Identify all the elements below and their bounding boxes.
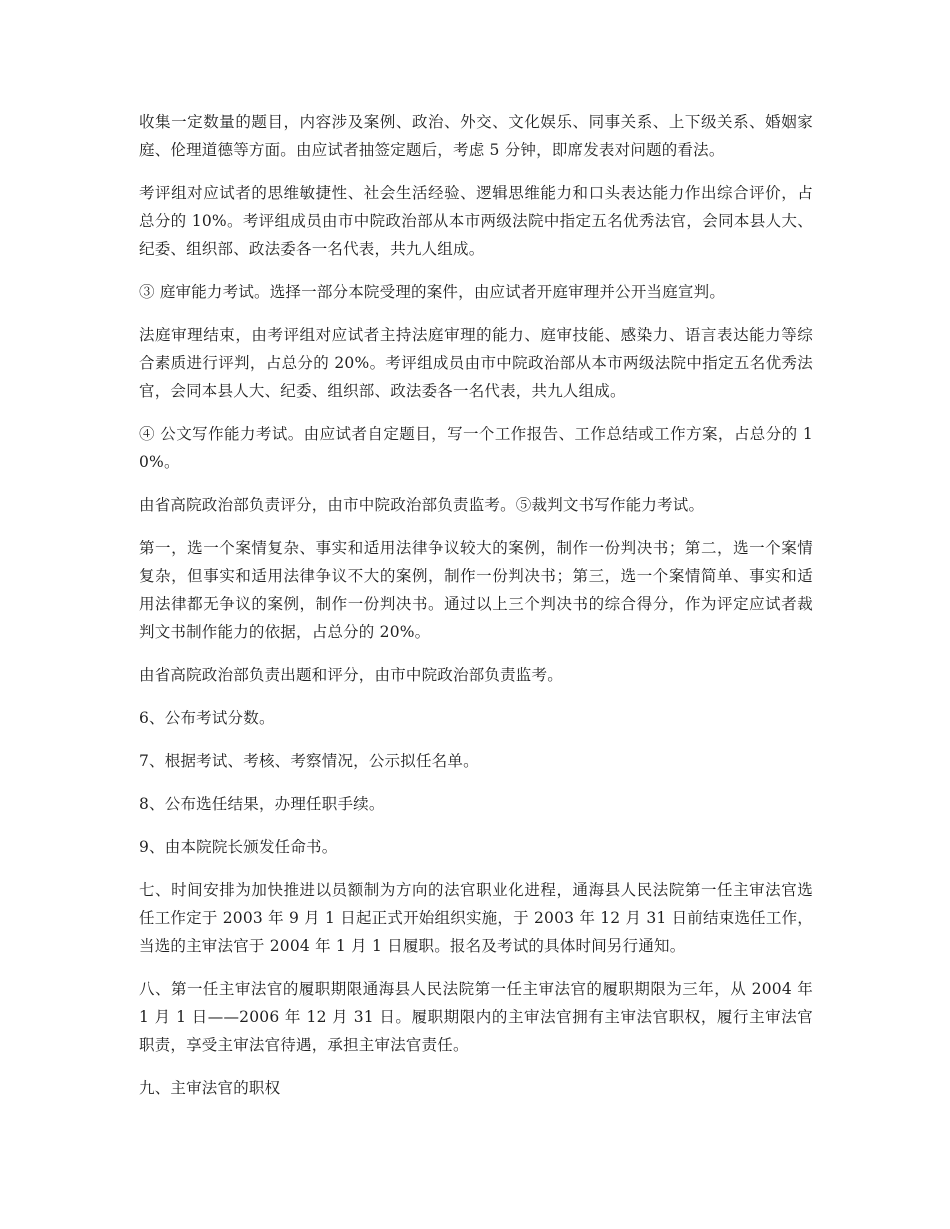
list-item: 9、由本院院长颁发任命书。 <box>139 838 338 856</box>
paragraph: 考评组对应试者的思维敏捷性、社会生活经验、逻辑思维能力和口头表达能力作出综合评价，占总分的 10%。考评组成员由市中院政治部从本市两级法院中指定五名优秀法官，会同本县人大、纪委、组织部、政法委各一名代表，共九人组成。 <box>139 184 813 258</box>
paragraph: 由省高院政治部负责出题和评分，由市中院政治部负责监考。 <box>139 666 563 684</box>
paragraph: ③ 庭审能力考试。选择一部分本院受理的案件，由应试者开庭审理并公开当庭宣判。 <box>139 283 726 301</box>
paragraph: 由省高院政治部负责评分，由市中院政治部负责监考。⑤裁判文书写作能力考试。 <box>139 496 705 514</box>
paragraph: 法庭审理结束，由考评组对应试者主持法庭审理的能力、庭审技能、感染力、语言表达能力等综合素质进行评判，占总分的 20%。考评组成员由市中院政治部从本市两级法院中指定五名优秀法官，会同本县人大、纪委、组织部、政法委各一名代表，共九人组成。 <box>139 326 813 400</box>
section-heading: 九、主审法官的职权 <box>139 1079 281 1097</box>
paragraph: 第一，选一个案情复杂、事实和适用法律争议较大的案例，制作一份判决书；第二，选一个案情复杂，但事实和适用法律争议不大的案例，制作一份判决书；第三，选一个案情简单、事实和适用法律都无争议的案例，制作一份判决书。通过以上三个判决书的综合得分，作为评定应试者裁判文书制作能力的依据，占总分的 20%。 <box>139 539 813 641</box>
section-paragraph: 八、第一任主审法官的履职期限通海县人民法院第一任主审法官的履职期限为三年，从 2004 年 1 月 1 日——2006 年 12 月 31 日。履职期限内的主审法官拥有主审法官职权，履行主审法官职责，享受主审法官待遇，承担主审法官责任。 <box>139 980 813 1054</box>
list-item: 8、公布选任结果，办理任职手续。 <box>139 795 385 813</box>
paragraph: ④ 公文写作能力考试。由应试者自定题目，写一个工作报告、工作总结或工作方案，占总分的 10%。 <box>139 425 813 471</box>
section-paragraph: 七、时间安排为加快推进以员额制为方向的法官职业化进程，通海县人民法院第一任主审法官选任工作定于 2003 年 9 月 1 日起正式开始组织实施，于 2003 年 12 月 31 日前结束选任工作，当选的主审法官于 2004 年 1 月 1 日履职。报名及考试的具体时间另行通知。 <box>139 881 813 955</box>
list-item: 6、公布考试分数。 <box>139 709 275 727</box>
list-item: 7、根据考试、考核、考察情况，公示拟任名单。 <box>139 752 479 770</box>
paragraph: 收集一定数量的题目，内容涉及案例、政治、外交、文化娱乐、同事关系、上下级关系、婚姻家庭、伦理道德等方面。由应试者抽签定题后，考虑 5 分钟，即席发表对问题的看法。 <box>139 113 813 159</box>
document-body <box>139 108 813 1117</box>
